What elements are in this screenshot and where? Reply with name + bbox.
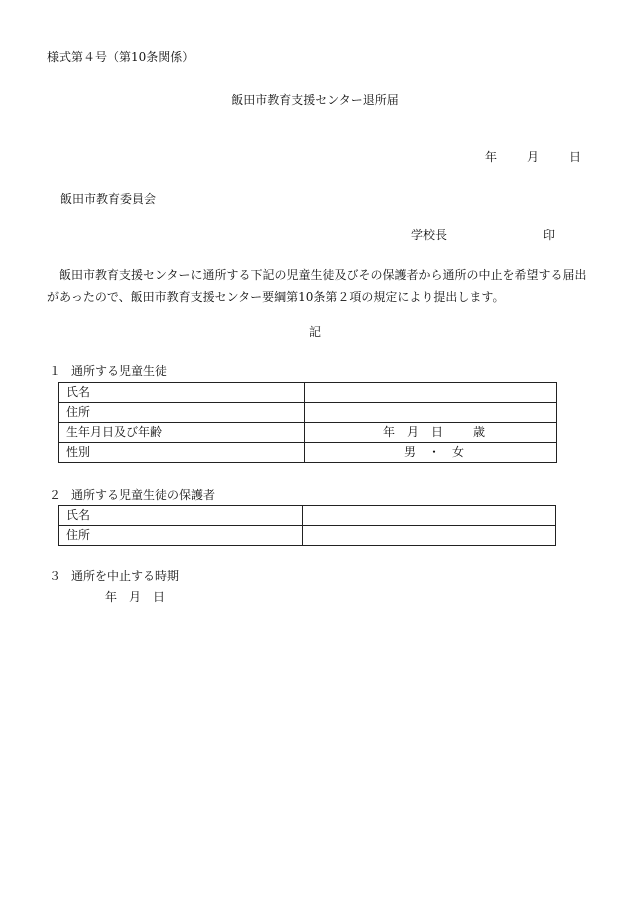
date-day-label: 日 — [568, 150, 581, 164]
form-number: 様式第４号（第10条関係） — [47, 50, 195, 64]
student-name-label: 氏名 — [59, 383, 305, 403]
document-title: 飯田市教育支援センター退所届 — [231, 93, 399, 107]
table-row — [59, 526, 556, 546]
age-label: 歳 — [473, 425, 486, 439]
guardian-table — [58, 505, 556, 546]
stop-day-label: 日 — [153, 590, 166, 604]
student-table — [58, 382, 557, 463]
guardian-name-label: 氏名 — [59, 506, 303, 526]
body-paragraph — [47, 264, 587, 308]
gender-field[interactable] — [305, 443, 557, 463]
recipient: 飯田市教育委員会 — [60, 192, 157, 206]
stop-month-label: 月 — [129, 590, 142, 604]
section-2-heading — [49, 487, 215, 503]
section-2-title: 通所する児童生徒の保護者 — [71, 488, 216, 502]
principal-label: 学校長 — [411, 228, 448, 242]
gender-separator: ・ — [427, 445, 440, 459]
table-row — [59, 506, 556, 526]
submission-date — [485, 149, 581, 165]
date-year-label: 年 — [484, 150, 497, 164]
section-1-title: 通所する児童生徒 — [71, 364, 168, 378]
table-row — [59, 443, 557, 463]
gender-female-option[interactable]: 女 — [452, 445, 465, 459]
stop-date-field[interactable] — [105, 589, 165, 605]
table-row — [59, 383, 557, 403]
section-3-title: 通所を中止する時期 — [71, 569, 180, 583]
seal-mark: 印 — [543, 228, 556, 242]
section-1-heading — [49, 363, 167, 379]
student-name-field[interactable] — [305, 383, 557, 403]
sender-line — [411, 227, 555, 243]
student-address-label: 住所 — [59, 403, 305, 423]
section-3-number: ３ — [49, 569, 62, 583]
table-row — [59, 403, 557, 423]
birthdate-age-label: 生年月日及び年齢 — [59, 423, 305, 443]
guardian-name-field[interactable] — [303, 506, 556, 526]
gender-male-option[interactable]: 男 — [403, 445, 416, 459]
body-line-1: 飯田市教育支援センターに通所する下記の児童生徒及びその保護者から通所の中止を希望する届出 — [59, 268, 587, 282]
student-address-field[interactable] — [305, 403, 557, 423]
ki-heading: 記 — [308, 325, 321, 339]
birthdate-age-field[interactable] — [305, 423, 557, 443]
birth-month-label: 月 — [406, 425, 419, 439]
section-2-number: ２ — [49, 488, 62, 502]
stop-year-label: 年 — [105, 590, 118, 604]
gender-label: 性別 — [59, 443, 305, 463]
guardian-address-label: 住所 — [59, 526, 303, 546]
birth-year-label: 年 — [382, 425, 395, 439]
section-3-heading — [49, 568, 179, 584]
guardian-address-field[interactable] — [303, 526, 556, 546]
body-line-2: があったので、飯田市教育支援センター要綱第10条第２項の規定により提出します。 — [47, 290, 505, 304]
birth-day-label: 日 — [431, 425, 444, 439]
section-1-number: １ — [49, 364, 62, 378]
table-row — [59, 423, 557, 443]
date-month-label: 月 — [526, 150, 539, 164]
